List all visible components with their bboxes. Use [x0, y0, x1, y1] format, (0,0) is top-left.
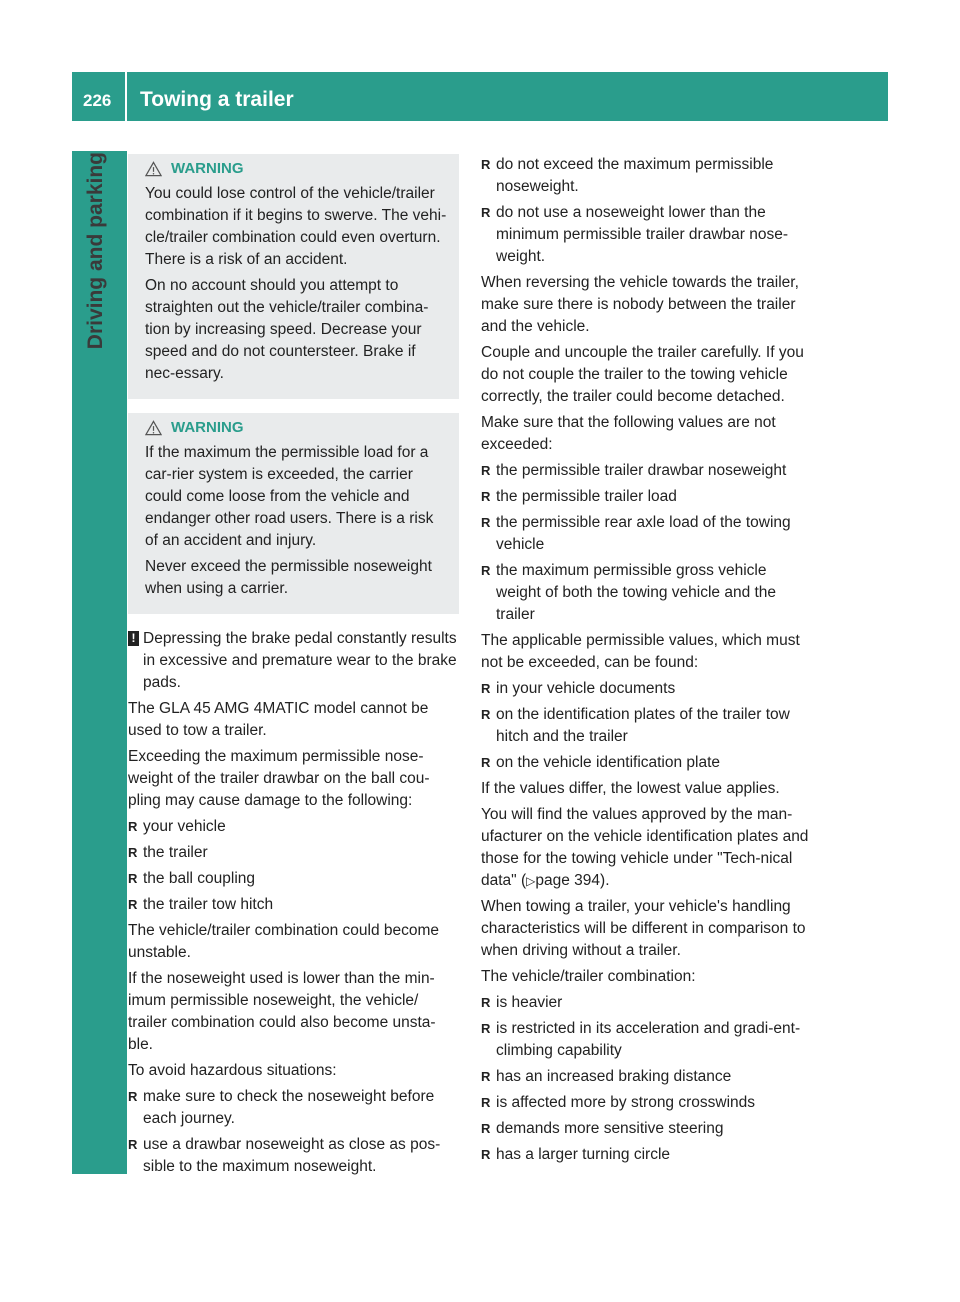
paragraph: Couple and uncouple the trailer carefully. If you do not couple the trailer to the towing vehicle correctly, the trailer could become detached. — [481, 344, 804, 405]
list-item: R the trailer — [128, 842, 459, 864]
list-item: R is restricted in its acceleration and gradi-ent-climbing capability — [481, 1018, 814, 1062]
warning-text: Never exceed the permissible noseweight when using a carrier. — [145, 558, 432, 597]
list-item: R is affected more by strong crosswinds — [481, 1092, 814, 1114]
list-item: R your vehicle — [128, 816, 459, 838]
right-column — [481, 154, 814, 1170]
header-divider — [125, 72, 127, 121]
paragraph: When reversing the vehicle towards the trailer, make sure there is nobody between the trailer and the vehicle. — [481, 274, 799, 335]
list-item: R do not use a noseweight lower than the minimum permissible trailer drawbar nose-weight. — [481, 202, 814, 268]
paragraph: When towing a trailer, your vehicle's handling characteristics will be different in comparison to when driving without a trailer. — [481, 898, 806, 959]
list-item: R the trailer tow hitch — [128, 894, 459, 916]
list-item: R use a drawbar noseweight as close as pos-sible to the maximum noseweight. — [128, 1134, 459, 1178]
paragraph: To avoid hazardous situations: — [128, 1062, 337, 1079]
exclamation-icon: ! — [128, 631, 139, 646]
warning-box — [128, 413, 459, 614]
notice — [128, 628, 459, 694]
list-item: R the permissible trailer load — [481, 486, 814, 508]
list-item: R has a larger turning circle — [481, 1144, 814, 1166]
paragraph: The vehicle/trailer combination could become unstable. — [128, 922, 440, 961]
warning-text: You could lose control of the vehicle/trailer combination if it begins to swerve. The vehi-cle/trailer combination could even overturn. There is a risk of an accident. — [145, 185, 447, 268]
paragraph: If the noseweight used is lower than the min-imum permissible noseweight, the vehicle/ trailer combination could also become unsta-ble. — [128, 970, 436, 1053]
notice-text: Depressing the brake pedal constantly results in excessive and premature wear to the brake pads. — [143, 630, 457, 691]
warning-icon — [145, 420, 162, 436]
warning-icon — [145, 161, 162, 177]
warning-heading: WARNING — [171, 160, 244, 177]
paragraph-text: You will find the values approved by the man-ufacturer on the vehicle identification plates and those for the towing vehicle under "Tech-nical data" ( — [481, 806, 809, 889]
list-item: R the maximum permissible gross vehicle weight of both the towing vehicle and the trailer — [481, 560, 814, 626]
list-item: R the permissible trailer drawbar noseweight — [481, 460, 814, 482]
list-item: R on the vehicle identification plate — [481, 752, 814, 774]
page-number: 226 — [83, 91, 112, 110]
list-item: R the permissible rear axle load of the towing vehicle — [481, 512, 814, 556]
paragraph-text: ). — [600, 872, 610, 889]
paragraph — [481, 804, 814, 892]
left-column — [128, 154, 459, 1182]
list-item: R make sure to check the noseweight before each journey. — [128, 1086, 459, 1130]
warning-text: If the maximum the permissible load for a car-rier system is exceeded, the carrier could come loose from the vehicle and endanger other road users. There is a risk of an accident and injury. — [145, 444, 434, 549]
list-item: R do not exceed the maximum permissible noseweight. — [481, 154, 814, 198]
list-item: R has an increased braking distance — [481, 1066, 814, 1088]
paragraph: The GLA 45 AMG 4MATIC model cannot be used to tow a trailer. — [128, 700, 429, 739]
warning-heading: WARNING — [171, 419, 244, 436]
list-item: R the ball coupling — [128, 868, 459, 890]
warning-box — [128, 154, 459, 399]
warning-text: On no account should you attempt to straighten out the vehicle/trailer combina-tion by increasing speed. Decrease your speed and do not countersteer. Brake if nec-essary. — [145, 277, 429, 382]
list-item: R in your vehicle documents — [481, 678, 814, 700]
page-reference-link[interactable]: page 394 — [535, 872, 601, 889]
paragraph: The applicable permissible values, which must not be exceeded, can be found: — [481, 632, 800, 671]
paragraph: Make sure that the following values are not exceeded: — [481, 414, 776, 453]
list-item: R demands more sensitive steering — [481, 1118, 814, 1140]
list-item: R is heavier — [481, 992, 814, 1014]
list-item: R on the identification plates of the trailer tow hitch and the trailer — [481, 704, 814, 748]
paragraph: If the values differ, the lowest value applies. — [481, 780, 780, 797]
page-title: Towing a trailer — [140, 88, 294, 111]
paragraph: Exceeding the maximum permissible nose-weight of the trailer drawbar on the ball cou-pling may cause damage to the following: — [128, 748, 430, 809]
paragraph: The vehicle/trailer combination: — [481, 968, 696, 985]
page-reference-arrow-icon: ▷ — [526, 874, 536, 888]
section-label: Driving and parking — [84, 152, 107, 350]
